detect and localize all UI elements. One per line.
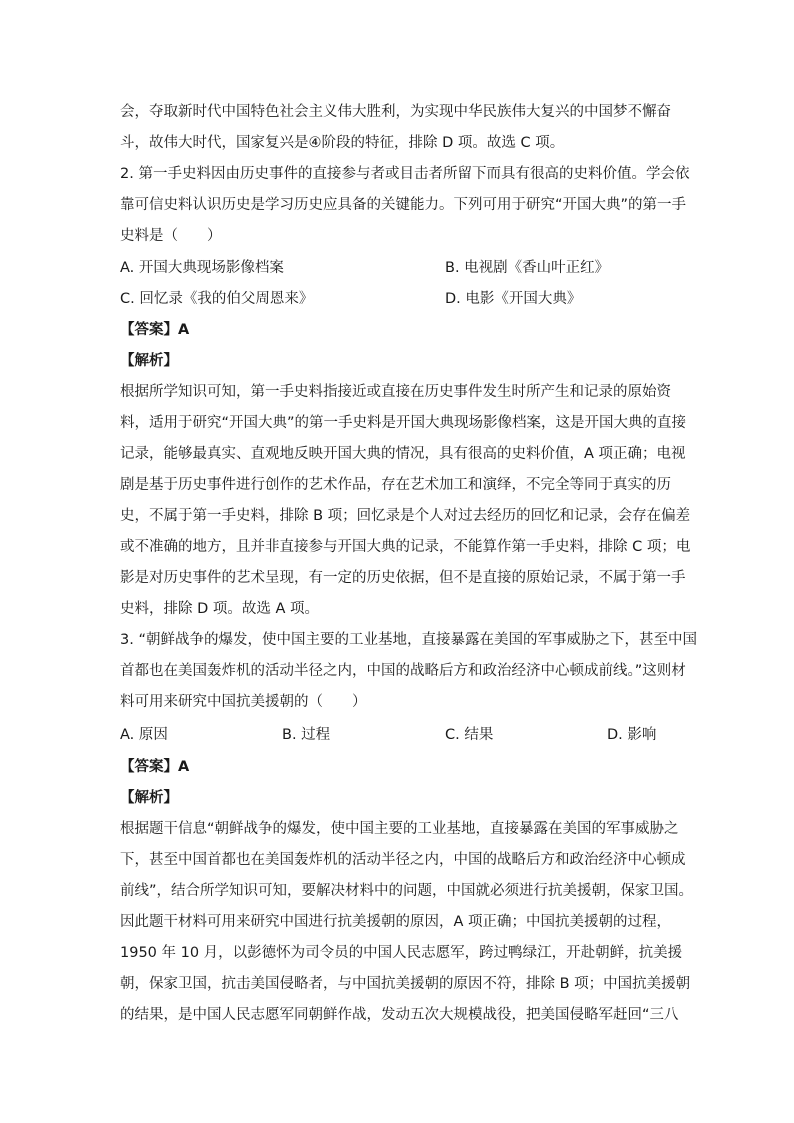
- analysis-line: 记录，能够最真实、直观地反映开国大典的情况，具有很高的史料价值，A 项正确；电视: [120, 446, 686, 462]
- analysis-line: 料，适用于研究“开国大典”的第一手史料是开国大典现场影像档案，这是开国大典的直接: [120, 415, 687, 431]
- text-line: 会，夺取新时代中国特色社会主义伟大胜利，为实现中华民族伟大复兴的中国梦不懈奋: [120, 104, 671, 120]
- analysis-line: 朝，保家卫国，抗击美国侵略者，与中国抗美援朝的原因不符，排除 B 项；中国抗美援朝: [120, 976, 691, 992]
- analysis-line: 的结果，是中国人民志愿军同朝鲜作战，发动五次大规模战役，把美国侵略军赶回“三八: [120, 1007, 679, 1023]
- text-line: 斗，故伟大时代，国家复兴是④阶段的特征，排除 D 项。故选 C 项。: [120, 135, 565, 151]
- option-b: B. 电视剧《香山叶正红》: [445, 260, 610, 276]
- option-a: A. 开国大典现场影像档案: [120, 260, 284, 276]
- option-b: B. 过程: [282, 727, 331, 743]
- question-stem: 料可用来研究中国抗美援朝的（ ）: [120, 694, 367, 710]
- analysis-label: 【解析】: [120, 790, 178, 806]
- analysis-label: 【解析】: [120, 353, 178, 369]
- question-stem: 3. “朝鲜战争的爆发，使中国主要的工业基地，直接暴露在美国的军事威胁之下，甚至中国: [120, 632, 697, 648]
- answer-label: 【答案】A: [120, 322, 190, 338]
- analysis-line: 根据所学知识可知，第一手史料指接近或直接在历史事件发生时所产生和记录的原始资: [120, 384, 671, 400]
- answer-label: 【答案】A: [120, 759, 190, 775]
- analysis-line: 下，甚至中国首都也在美国轰炸机的活动半径之内，中国的战略后方和政治经济中心顿成: [120, 852, 686, 868]
- option-d: D. 影响: [607, 727, 657, 743]
- analysis-line: 史料，排除 D 项。故选 A 项。: [120, 601, 320, 617]
- option-d: D. 电影《开国大典》: [445, 291, 582, 307]
- analysis-line: 或不准确的地方，且并非直接参与开国大典的记录，不能算作第一手史料，排除 C 项；电: [120, 539, 691, 555]
- analysis-line: 根据题干信息“朝鲜战争的爆发，使中国主要的工业基地，直接暴露在美国的军事威胁之: [120, 821, 679, 837]
- question-stem: 史料是（ ）: [120, 228, 222, 244]
- analysis-line: 影是对历史事件的艺术呈现，有一定的历史依据，但不是直接的原始记录，不属于第一手: [120, 570, 686, 586]
- question-stem: 靠可信史料认识历史是学习历史应具备的关键能力。下列可用于研究“开国大典”的第一手: [120, 197, 687, 213]
- analysis-line: 1950 年 10 月，以彭德怀为司令员的中国人民志愿军，跨过鸭绿江，开赴朝鲜，抗美援: [120, 945, 683, 961]
- question-stem: 2. 第一手史料因由历史事件的直接参与者或目击者所留下而具有很高的史料价值。学会依: [120, 166, 690, 182]
- option-c: C. 回忆录《我的伯父周恩来》: [120, 291, 314, 307]
- question-stem: 首都也在美国轰炸机的活动半径之内，中国的战略后方和政治经济中心顿成前线。”这则材: [120, 663, 686, 679]
- analysis-line: 因此题干材料可用来研究中国进行抗美援朝的原因，A 项正确；中国抗美援朝的过程，: [120, 914, 672, 930]
- option-c: C. 结果: [445, 727, 494, 743]
- analysis-line: 前线”，结合所学知识可知，要解决材料中的问题，中国就必须进行抗美援朝，保家卫国。: [120, 883, 694, 899]
- analysis-line: 剧是基于历史事件进行创作的艺术作品，存在艺术加工和演绎，不完全等同于真实的历: [120, 477, 671, 493]
- analysis-line: 史，不属于第一手史料，排除 B 项；回忆录是个人对过去经历的回忆和记录，会存在偏差: [120, 508, 691, 524]
- option-a: A. 原因: [120, 727, 168, 743]
